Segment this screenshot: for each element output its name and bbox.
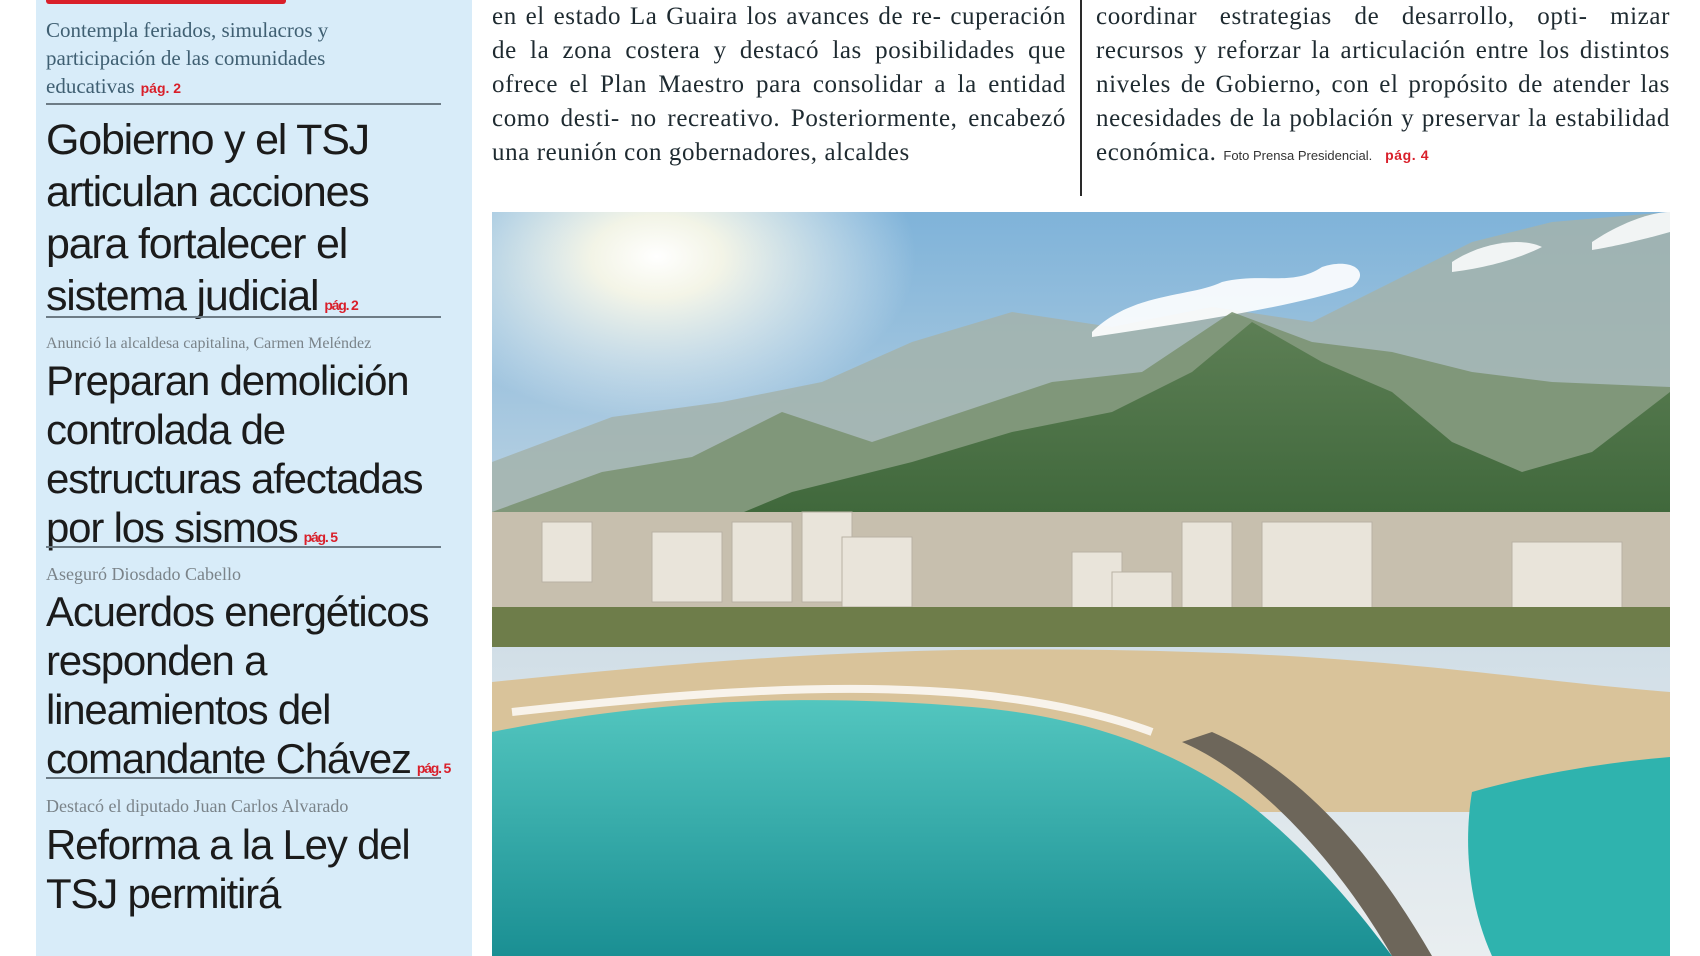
column-divider <box>1080 0 1082 196</box>
article-column-1: en el estado La Guaira los avances de re- cuperación de la zona costera y destacó las posibilidades que ofrece el Plan Maestro para consolidar a la entidad como desti- no recreativo. Posteriormente, encabezó una reunión con gobernadores, alcaldes <box>492 3 1066 166</box>
headline-story-3[interactable] <box>46 587 451 793</box>
teaser-text[interactable] <box>46 16 441 102</box>
page-ref: pág. 2 <box>140 80 182 96</box>
headline-text: Gobierno y el TSJ articulan acciones para fortalecer el sistema judicial <box>46 116 369 320</box>
headline-story-1[interactable] <box>46 114 451 331</box>
page-ref: pág. 5 <box>303 529 337 545</box>
headline-story-2[interactable] <box>46 356 451 562</box>
sidebar <box>36 0 472 956</box>
photo-credit: Foto Prensa Presidencial. <box>1223 148 1373 163</box>
page-ref: pág. 5 <box>416 760 451 776</box>
article-column-2 <box>1096 0 1670 173</box>
photo-illustration <box>492 212 1670 956</box>
kicker-story-3: Aseguró Diosdado Cabello <box>46 564 241 584</box>
headline-story-4[interactable] <box>46 820 451 918</box>
page-ref: pág. 4 <box>1385 147 1430 163</box>
headline-text: Reforma a la Ley del TSJ permitirá <box>46 821 410 917</box>
kicker-story-2: Anunció la alcaldesa capitalina, Carmen Meléndez <box>46 335 372 352</box>
section-tag-strip <box>46 0 286 4</box>
kicker-story-4: Destacó el diputado Juan Carlos Alvarado <box>46 796 349 816</box>
divider <box>46 103 441 105</box>
divider <box>46 546 441 548</box>
article-column-2-text: coordinar estrategias de desarrollo, opti- mizar recursos y reforzar la articulación entre los distintos niveles de Gobierno, con el propósito de atender las necesidades de la población y preservar la estabilidad económica. <box>1096 3 1670 166</box>
divider <box>46 316 441 318</box>
teaser-body: Contempla feriados, simulacros y participación de las comunidades educativas <box>46 18 329 98</box>
coastal-aerial-photo[interactable] <box>492 212 1670 956</box>
headline-text: Preparan demolición controlada de estructuras afectadas por los sismos <box>46 357 423 551</box>
page-ref: pág. 2 <box>324 297 358 313</box>
divider <box>46 777 441 779</box>
headline-text: Acuerdos energéticos responden a lineamientos del comandante Chávez <box>46 588 429 782</box>
